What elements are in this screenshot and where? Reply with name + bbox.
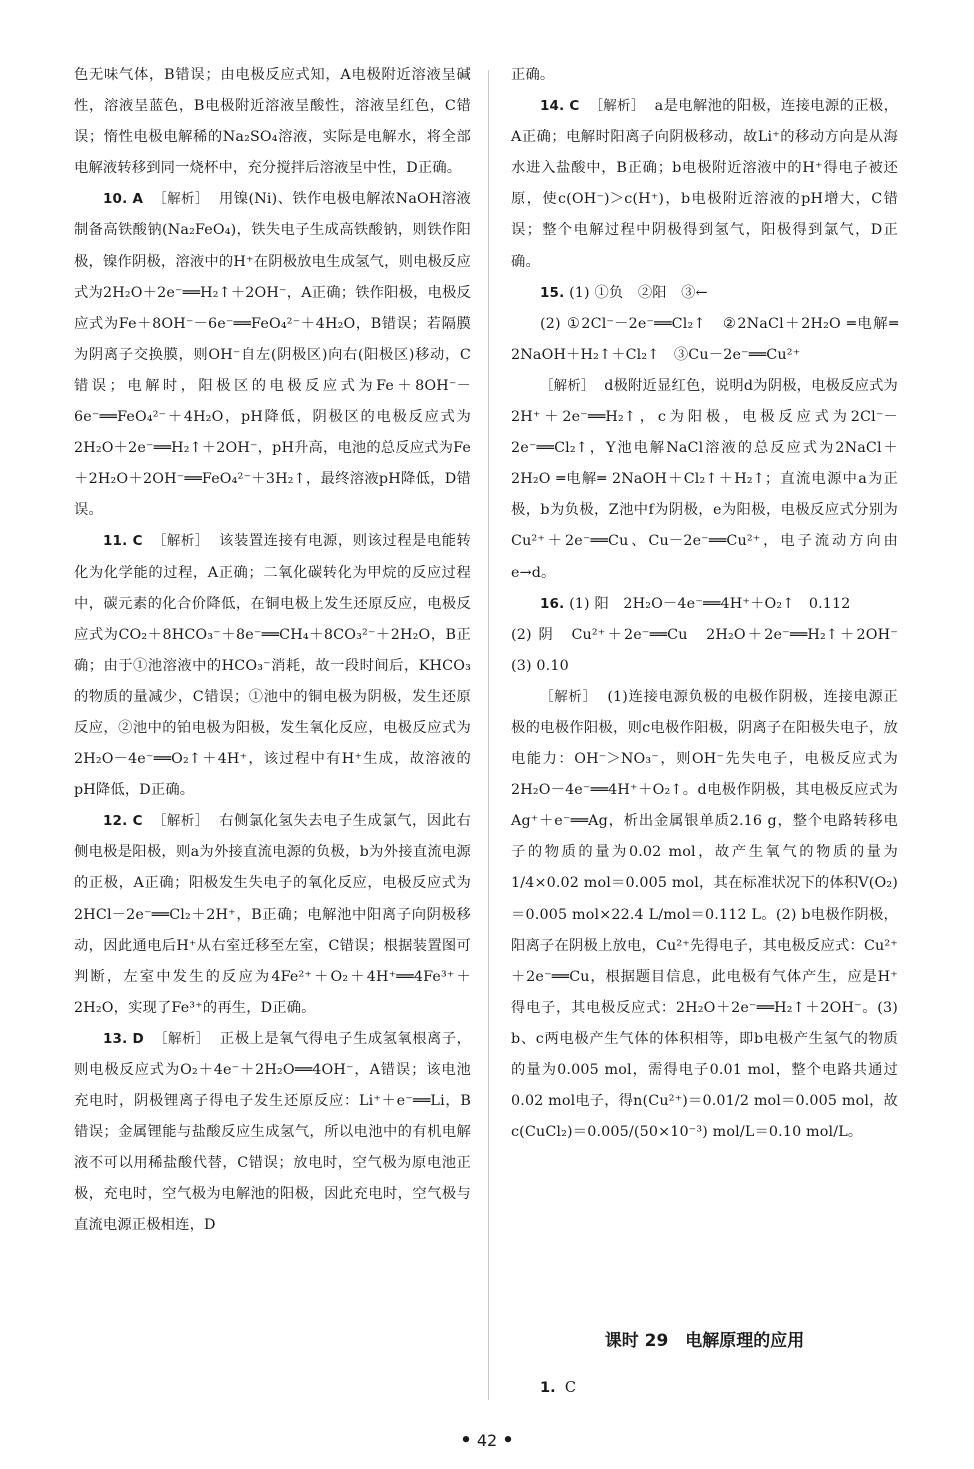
answer-text: (1) ①负 ②阳 ③← <box>569 284 708 301</box>
answer-15-part1 <box>511 278 898 309</box>
answer-11 <box>74 526 471 806</box>
answer-16-analysis <box>511 682 898 1148</box>
question-number: 13. D <box>103 1030 144 1047</box>
answer-text: (2) 阴 Cu²⁺＋2e⁻══Cu 2H₂O＋2e⁻══H₂↑＋2OH⁻ (3) 0.10 <box>511 626 913 674</box>
paragraph-text: 色无味气体，B错误；由电极反应式知，A电极附近溶液呈碱性，溶液呈蓝色，B电极附近溶液呈酸性，溶液呈红色，C错误；惰性电极电解稀的Na₂SO₄溶液，实际是电解水，将全部电解液转移到同一烧杯中，充分搅拌后溶液呈中性，D正确。 <box>74 67 471 177</box>
question-number: 15. <box>540 284 565 301</box>
answer-text: (2) ①2Cl⁻－2e⁻══Cl₂↑ ②2NaCl＋2H₂O ═电解═ 2NaOH＋H₂↑＋Cl₂↑ ③Cu－2e⁻══Cu²⁺ <box>511 315 898 363</box>
paragraph <box>74 60 471 184</box>
answer-15-part2 <box>511 309 898 371</box>
answer-15-analysis <box>511 371 898 589</box>
section-title: 课时 29 电解原理的应用 <box>604 1331 805 1351</box>
column-divider <box>488 70 489 1400</box>
answer-16-part1 <box>511 589 898 620</box>
question-number: 12. C <box>103 813 143 830</box>
question-number: 16. <box>540 595 565 612</box>
page-dot-left: • <box>460 1430 472 1451</box>
left-column <box>74 60 471 1242</box>
analysis-tag: ［解析］ <box>540 688 597 705</box>
analysis-tag: ［解析］ <box>152 813 209 830</box>
paragraph <box>511 60 898 91</box>
question-number: 14. C <box>540 98 580 115</box>
answer-12 <box>74 806 471 1024</box>
question-number: 10. A <box>103 191 144 208</box>
answer-1 <box>540 1380 576 1396</box>
right-column <box>511 60 913 1148</box>
answer-13 <box>74 1024 471 1242</box>
analysis-text: a是电解池的阳极，连接电源的正极，A正确；电解时阳离子向阴极移动，故Li⁺的移动方向是从海水进入盐酸中，B正确；b电极附近溶液中的H⁺得电子被还原，使c(OH⁻)＞c(H⁺)，b电极附近溶液的pH增大，C错误；整个电解过程中阴极得到氢气，阳极得到氯气，D正确。 <box>511 98 899 270</box>
answer-10 <box>74 184 471 526</box>
analysis-tag: ［解析］ <box>540 377 595 394</box>
analysis-tag: ［解析］ <box>152 533 209 550</box>
page-number-value: 42 <box>476 1431 498 1450</box>
question-number: 11. C <box>103 533 143 550</box>
answer-value: C <box>564 1380 576 1396</box>
analysis-text: d极附近显红色，说明d为阴极，电极反应式为2H⁺＋2e⁻══H₂↑，c为阳极，电极反应式为2Cl⁻－2e⁻══Cl₂↑，Y池电解NaCl溶液的总反应式为2NaCl＋2H₂O ═电解═ 2NaOH＋Cl₂↑＋H₂↑；直流电源中a为正极，b为负极，Z池中f为阴极，e为阳极，电极反应式分别为Cu²⁺＋2e⁻══Cu、Cu－2e⁻══Cu²⁺，电子流动方向由e→d。 <box>511 377 899 581</box>
answer-14 <box>511 91 898 278</box>
analysis-text: 正极上是氧气得电子生成氢氧根离子，则电极反应式为O₂＋4e⁻＋2H₂O══4OH⁻，A错误；该电池充电时，阴极锂离子得电子发生还原反应：Li⁺＋e⁻══Li，B错误；金属锂能与盐酸反应生成氢气，所以电池中的有机电解液不可以用稀盐酸代替，C错误；放电时，空气极为原电池正极，充电时，空气极为电解池的阳极，因此充电时，空气极与直流电源正极相连，D <box>74 1030 472 1234</box>
answer-16-part2 <box>511 620 913 682</box>
analysis-text: 右侧氯化氢失去电子生成氯气，因此右侧电极是阳极，则a为外接直流电源的负极，b为外接直流电源的正极，A正确；阳极发生失电子的氧化反应，电极反应式为2HCl－2e⁻══Cl₂＋2H⁺，B正确；电解池中阳离子向阴极移动，因此通电后H⁺从右室迁移至左室，C错误；根据装置图可判断，左室中发生的反应为4Fe²⁺＋O₂＋4H⁺══4Fe³⁺＋2H₂O，实现了Fe³⁺的再生，D正确。 <box>74 813 471 1016</box>
page-number <box>0 1430 974 1451</box>
answer-text: (1) 阳 2H₂O－4e⁻══4H⁺＋O₂↑ 0.112 <box>569 595 851 612</box>
page-dot-right: • <box>502 1430 514 1451</box>
analysis-text: 该装置连接有电源，则该过程是电能转化为化学能的过程，A正确；二氧化碳转化为甲烷的反应过程中，碳元素的化合价降低，在铜电极上发生还原反应，电极反应式为CO₂＋8HCO₃⁻＋8e⁻══CH₄＋8CO₃²⁻＋2H₂O，B正确；由于①池溶液中的HCO₃⁻消耗，故一段时间后，KHCO₃的物质的量减少，C错误；①池中的铜电极为阴极，发生还原反应，②池中的铂电极为阳极，发生氧化反应，电极反应式为2H₂O－4e⁻══O₂↑＋4H⁺，该过程中有H⁺生成，故溶液的pH降低，D正确。 <box>74 533 471 799</box>
analysis-text: (1)连接电源负极的电极作阴极，连接电源正极的电极作阳极，则c电极作阳极，阴离子在阳极失电子，放电能力：OH⁻＞NO₃⁻，则OH⁻先失电子，电极反应式为2H₂O－4e⁻══4H⁺＋O₂↑。d电极作阴极，其电极反应式为Ag⁺＋e⁻══Ag，析出金属银单质2.16 g，整个电路转移电子的物质的量为0.02 mol，故产生氧气的物质的量为1/4×0.02 mol＝0.005 mol，其在标准状况下的体积V(O₂)＝0.005 mol×22.4 L/mol＝0.112 L。(2) b电极作阴极，阳离子在阴极上放电，Cu²⁺先得电子，其电极反应式：Cu²⁺＋2e⁻══Cu，根据题目信息，此电极有气体产生，应是H⁺得电子，其电极反应式：2H₂O＋2e⁻══H₂↑＋2OH⁻。(3) b、c两电极产生气体的体积相等，即b电极产生氢气的物质的量为0.005 mol，需得电子0.01 mol，整个电路共通过0.02 mol电子，得n(Cu²⁺)＝0.01/2 mol＝0.005 mol，故c(CuCl₂)＝0.005/(50×10⁻³) mol/L＝0.10 mol/L。 <box>511 688 898 1141</box>
paragraph-text: 正确。 <box>511 67 555 83</box>
analysis-text: 用镍(Ni)、铁作电极电解浓NaOH溶液制备高铁酸钠(Na₂FeO₄)，铁失电子生成高铁酸钠，则铁作阳极，镍作阴极，溶液中的H⁺在阴极放电生成氢气，则电极反应式为2H₂O＋2e⁻══H₂↑＋2OH⁻，A正确；铁作阳极，电极反应式为Fe＋8OH⁻－6e⁻══FeO₄²⁻＋4H₂O，B错误；若隔膜为阴离子交换膜，则OH⁻自左(阴极区)向右(阳极区)移动，C错误；电解时，阳极区的电极反应式为Fe＋8OH⁻－6e⁻══FeO₄²⁻＋4H₂O，pH降低，阴极区的电极反应式为2H₂O＋2e⁻══H₂↑＋2OH⁻，pH升高，电池的总反应式为Fe＋2H₂O＋2OH⁻══FeO₄²⁻＋3H₂↑，最终溶液pH降低，D错误。 <box>74 191 471 519</box>
analysis-tag: ［解析］ <box>153 191 209 208</box>
analysis-tag: ［解析］ <box>589 98 645 115</box>
analysis-tag: ［解析］ <box>154 1030 210 1047</box>
question-number: 1. <box>540 1380 556 1396</box>
